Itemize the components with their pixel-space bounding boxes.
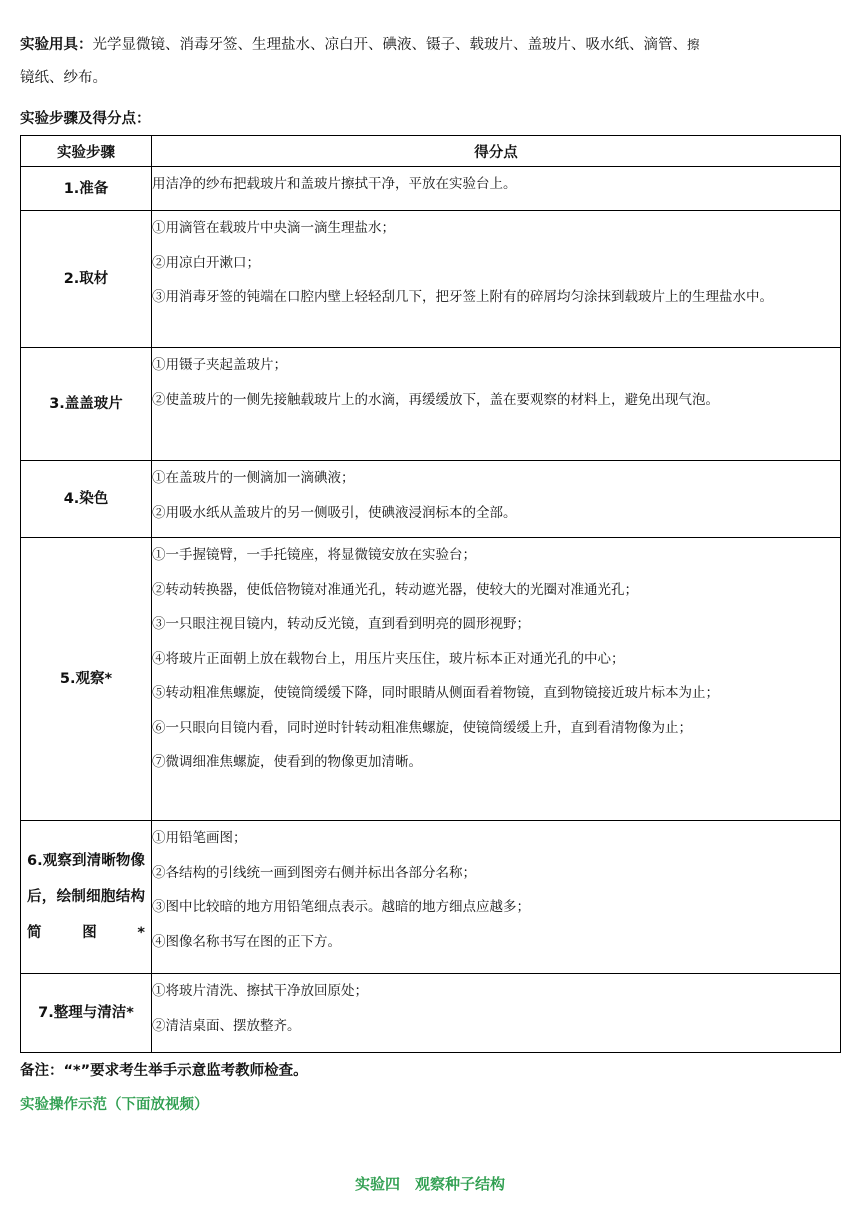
table-row (21, 167, 841, 211)
table-row (21, 538, 841, 821)
point-item: ③一只眼注视目镜内，转动反光镜，直到看到明亮的圆形视野； (152, 616, 530, 632)
step-cell: 5.观察* (21, 538, 152, 821)
step-cell: 3.盖盖玻片 (21, 348, 152, 461)
points-cell (152, 538, 841, 821)
point-item: ④图像名称书写在图的正下方。 (152, 933, 341, 950)
points-cell (152, 461, 841, 538)
point-item: ②清洁桌面、摆放整齐。 (152, 1017, 301, 1034)
header-points: 得分点 (152, 136, 841, 167)
table-row (21, 348, 841, 461)
materials-paragraph (20, 28, 840, 95)
point-item: ②转动转换器，使低倍物镜对准通光孔，转动遮光器，使较大的光圈对准通光孔； (152, 581, 638, 598)
point-item: ①将玻片清洗、擦拭干净放回原处； (152, 983, 368, 999)
point-item: ②使盖玻片的一侧先接触载玻片上的水滴，再缓缓放下，盖在要观察的材料上，避免出现气泡。 (152, 391, 719, 408)
header-step: 实验步骤 (21, 136, 152, 167)
point-item: ④将玻片正面朝上放在载物台上，用压片夹压住，玻片标本正对通光孔的中心； (152, 650, 625, 667)
points-cell (152, 974, 841, 1053)
points-cell (152, 821, 841, 974)
note: 备注：“*”要求考生举手示意监考教师检查。 (20, 1063, 308, 1079)
table-row (21, 821, 841, 974)
point-item: ②各结构的引线统一画到图旁右侧并标出各部分名称； (152, 864, 476, 881)
next-experiment-title: 实验四 观察种子结构 (354, 1175, 505, 1193)
step-cell: 4.染色 (21, 461, 152, 538)
point-item: ①用铅笔画图； (152, 830, 247, 846)
point-item: 用洁净的纱布把载玻片和盖玻片擦拭干净，平放在实验台上。 (152, 176, 517, 192)
point-item: ①用滴管在载玻片中央滴一滴生理盐水； (152, 220, 395, 236)
materials-text-tail: 擦 (687, 37, 700, 52)
point-item: ③用消毒牙签的钝端在口腔内壁上轻轻刮几下，把牙签上附有的碎屑均匀涂抹到载玻片上的生理盐水中。 (152, 289, 773, 305)
points-cell (152, 211, 841, 348)
materials-text: 光学显微镜、消毒牙签、生理盐水、凉白开、碘液、镊子、载玻片、盖玻片、吸水纸、滴管、 (92, 37, 687, 53)
points-cell (152, 167, 841, 211)
point-item: ②用吸水纸从盖玻片的另一侧吸引，使碘液浸润标本的全部。 (152, 504, 517, 521)
document-page (20, 0, 840, 1117)
step-cell: 6.观察到清晰物像后，绘制细胞结构简图* (21, 821, 152, 974)
point-item: ③图中比较暗的地方用铅笔细点表示。越暗的地方细点应越多； (152, 899, 530, 915)
point-item: ⑥一只眼向目镜内看，同时逆时针转动粗准焦螺旋，使镜筒缓缓上升，直到看清物像为止； (152, 719, 692, 736)
point-item: ⑤转动粗准焦螺旋，使镜筒缓缓下降，同时眼睛从侧面看着物镜，直到物镜接近玻片标本为止； (152, 685, 719, 701)
step-cell: 2.取材 (21, 211, 152, 348)
points-cell (152, 348, 841, 461)
step-cell: 1.准备 (21, 167, 152, 211)
point-item: ①在盖玻片的一侧滴加一滴碘液； (152, 470, 355, 486)
table-row (21, 974, 841, 1053)
point-item: ①一手握镜臂，一手托镜座，将显微镜安放在实验台； (152, 547, 476, 563)
table-row (21, 461, 841, 538)
step-cell: 7.整理与清洁* (21, 974, 152, 1053)
table-header-row (21, 136, 841, 167)
table-row (21, 211, 841, 348)
demo-video-heading: 实验操作示范（下面放视频） (20, 1097, 209, 1113)
point-item: ⑦微调细准焦螺旋，使看到的物像更加清晰。 (152, 754, 422, 770)
section-title: 实验步骤及得分点： (20, 111, 151, 127)
point-item: ①用镊子夹起盖玻片； (152, 357, 287, 373)
steps-table (20, 135, 841, 1053)
materials-label: 实验用具： (20, 37, 93, 53)
materials-text-line2: 镜纸、纱布。 (20, 70, 107, 86)
point-item: ②用凉白开漱口； (152, 254, 260, 271)
